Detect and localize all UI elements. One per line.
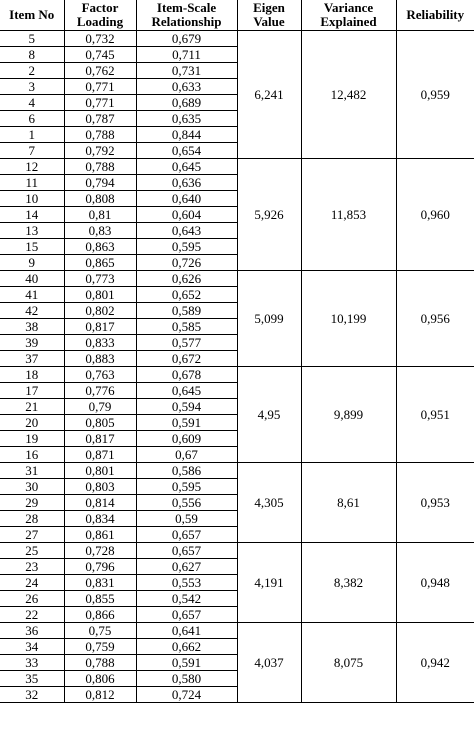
item-number-cell: 19 (0, 431, 64, 447)
factor-loading-cell: 0,83 (64, 223, 136, 239)
item-scale-relationship-cell: 0,635 (136, 111, 237, 127)
item-number-cell: 21 (0, 399, 64, 415)
factor-loading-cell: 0,806 (64, 671, 136, 687)
item-scale-relationship-cell: 0,589 (136, 303, 237, 319)
table-row (0, 367, 474, 383)
factor-loading-cell: 0,865 (64, 255, 136, 271)
item-number-cell: 18 (0, 367, 64, 383)
item-scale-relationship-cell: 0,689 (136, 95, 237, 111)
eigen-value-cell: 5,926 (237, 159, 301, 271)
factor-loading-cell: 0,788 (64, 159, 136, 175)
table-row (0, 543, 474, 559)
factor-loading-cell: 0,763 (64, 367, 136, 383)
item-number-cell: 30 (0, 479, 64, 495)
eigen-value-cell: 4,95 (237, 367, 301, 463)
header-item-scale-relationship: Item-Scale Relationship (136, 0, 237, 31)
item-number-cell: 3 (0, 79, 64, 95)
factor-loading-cell: 0,817 (64, 319, 136, 335)
item-scale-relationship-cell: 0,654 (136, 143, 237, 159)
variance-explained-cell: 8,075 (301, 623, 396, 703)
item-number-cell: 11 (0, 175, 64, 191)
reliability-cell: 0,953 (396, 463, 474, 543)
factor-loading-cell: 0,803 (64, 479, 136, 495)
reliability-cell: 0,956 (396, 271, 474, 367)
table-row (0, 31, 474, 47)
item-scale-relationship-cell: 0,640 (136, 191, 237, 207)
item-scale-relationship-cell: 0,595 (136, 239, 237, 255)
item-scale-relationship-cell: 0,645 (136, 159, 237, 175)
factor-loading-cell: 0,812 (64, 687, 136, 703)
header-item-no: Item No (0, 0, 64, 31)
factor-loading-cell: 0,745 (64, 47, 136, 63)
item-scale-relationship-cell: 0,731 (136, 63, 237, 79)
item-scale-relationship-cell: 0,657 (136, 527, 237, 543)
header-variance-explained: Variance Explained (301, 0, 396, 31)
factor-loading-cell: 0,801 (64, 463, 136, 479)
item-scale-relationship-cell: 0,643 (136, 223, 237, 239)
factor-loading-cell: 0,728 (64, 543, 136, 559)
item-scale-relationship-cell: 0,609 (136, 431, 237, 447)
item-number-cell: 31 (0, 463, 64, 479)
item-number-cell: 28 (0, 511, 64, 527)
item-number-cell: 1 (0, 127, 64, 143)
item-number-cell: 38 (0, 319, 64, 335)
factor-loading-cell: 0,787 (64, 111, 136, 127)
eigen-value-cell: 4,305 (237, 463, 301, 543)
item-scale-relationship-cell: 0,591 (136, 415, 237, 431)
eigen-value-cell: 5,099 (237, 271, 301, 367)
reliability-cell: 0,948 (396, 543, 474, 623)
item-number-cell: 41 (0, 287, 64, 303)
header-reliability: Reliability (396, 0, 474, 31)
item-scale-relationship-cell: 0,679 (136, 31, 237, 47)
item-scale-relationship-cell: 0,633 (136, 79, 237, 95)
header-eigen-value: Eigen Value (237, 0, 301, 31)
factor-loading-cell: 0,79 (64, 399, 136, 415)
item-scale-relationship-cell: 0,657 (136, 543, 237, 559)
item-scale-relationship-cell: 0,577 (136, 335, 237, 351)
factor-loading-cell: 0,81 (64, 207, 136, 223)
item-number-cell: 12 (0, 159, 64, 175)
factor-loading-cell: 0,808 (64, 191, 136, 207)
factor-loading-cell: 0,863 (64, 239, 136, 255)
item-number-cell: 35 (0, 671, 64, 687)
item-number-cell: 4 (0, 95, 64, 111)
item-number-cell: 36 (0, 623, 64, 639)
factor-loading-cell: 0,833 (64, 335, 136, 351)
item-number-cell: 20 (0, 415, 64, 431)
item-scale-relationship-cell: 0,580 (136, 671, 237, 687)
factor-loading-cell: 0,759 (64, 639, 136, 655)
item-number-cell: 7 (0, 143, 64, 159)
item-number-cell: 5 (0, 31, 64, 47)
reliability-cell: 0,960 (396, 159, 474, 271)
factor-loading-cell: 0,762 (64, 63, 136, 79)
item-number-cell: 25 (0, 543, 64, 559)
table-body (0, 31, 474, 703)
factor-loading-cell: 0,792 (64, 143, 136, 159)
item-scale-relationship-cell: 0,657 (136, 607, 237, 623)
factor-loading-cell: 0,801 (64, 287, 136, 303)
item-scale-relationship-cell: 0,591 (136, 655, 237, 671)
reliability-cell: 0,951 (396, 367, 474, 463)
item-number-cell: 15 (0, 239, 64, 255)
item-scale-relationship-cell: 0,59 (136, 511, 237, 527)
item-scale-relationship-cell: 0,595 (136, 479, 237, 495)
factor-loading-cell: 0,834 (64, 511, 136, 527)
item-number-cell: 13 (0, 223, 64, 239)
item-number-cell: 22 (0, 607, 64, 623)
item-scale-relationship-cell: 0,556 (136, 495, 237, 511)
item-number-cell: 39 (0, 335, 64, 351)
item-number-cell: 26 (0, 591, 64, 607)
item-scale-relationship-cell: 0,711 (136, 47, 237, 63)
item-scale-relationship-cell: 0,641 (136, 623, 237, 639)
factor-loading-cell: 0,883 (64, 351, 136, 367)
header-row (0, 0, 474, 31)
item-scale-relationship-cell: 0,594 (136, 399, 237, 415)
item-scale-relationship-cell: 0,585 (136, 319, 237, 335)
factor-loading-cell: 0,802 (64, 303, 136, 319)
item-scale-relationship-cell: 0,627 (136, 559, 237, 575)
factor-loading-cell: 0,788 (64, 655, 136, 671)
item-number-cell: 10 (0, 191, 64, 207)
item-number-cell: 40 (0, 271, 64, 287)
table-row (0, 623, 474, 639)
item-number-cell: 34 (0, 639, 64, 655)
reliability-cell: 0,959 (396, 31, 474, 159)
eigen-value-cell: 6,241 (237, 31, 301, 159)
item-scale-relationship-cell: 0,626 (136, 271, 237, 287)
item-scale-relationship-cell: 0,662 (136, 639, 237, 655)
variance-explained-cell: 8,61 (301, 463, 396, 543)
item-number-cell: 14 (0, 207, 64, 223)
table-row (0, 463, 474, 479)
item-number-cell: 9 (0, 255, 64, 271)
factor-loading-cell: 0,732 (64, 31, 136, 47)
variance-explained-cell: 8,382 (301, 543, 396, 623)
factor-loading-cell: 0,855 (64, 591, 136, 607)
table-row (0, 271, 474, 287)
item-scale-relationship-cell: 0,636 (136, 175, 237, 191)
variance-explained-cell: 10,199 (301, 271, 396, 367)
item-scale-relationship-cell: 0,726 (136, 255, 237, 271)
factor-loading-cell: 0,861 (64, 527, 136, 543)
item-number-cell: 17 (0, 383, 64, 399)
variance-explained-cell: 9,899 (301, 367, 396, 463)
reliability-cell: 0,942 (396, 623, 474, 703)
item-scale-relationship-cell: 0,678 (136, 367, 237, 383)
item-scale-relationship-cell: 0,844 (136, 127, 237, 143)
item-number-cell: 33 (0, 655, 64, 671)
item-number-cell: 23 (0, 559, 64, 575)
factor-loading-cell: 0,773 (64, 271, 136, 287)
factor-loading-cell: 0,831 (64, 575, 136, 591)
variance-explained-cell: 11,853 (301, 159, 396, 271)
factor-loading-cell: 0,771 (64, 95, 136, 111)
item-scale-relationship-cell: 0,724 (136, 687, 237, 703)
item-scale-relationship-cell: 0,652 (136, 287, 237, 303)
factor-loading-cell: 0,871 (64, 447, 136, 463)
item-number-cell: 27 (0, 527, 64, 543)
factor-loading-cell: 0,814 (64, 495, 136, 511)
item-scale-relationship-cell: 0,553 (136, 575, 237, 591)
header-factor-loading: Factor Loading (64, 0, 136, 31)
item-number-cell: 2 (0, 63, 64, 79)
item-number-cell: 24 (0, 575, 64, 591)
item-scale-relationship-cell: 0,586 (136, 463, 237, 479)
item-number-cell: 8 (0, 47, 64, 63)
item-number-cell: 32 (0, 687, 64, 703)
variance-explained-cell: 12,482 (301, 31, 396, 159)
eigen-value-cell: 4,037 (237, 623, 301, 703)
item-number-cell: 37 (0, 351, 64, 367)
factor-loading-cell: 0,796 (64, 559, 136, 575)
item-scale-relationship-cell: 0,672 (136, 351, 237, 367)
factor-loading-cell: 0,866 (64, 607, 136, 623)
factor-loading-cell: 0,771 (64, 79, 136, 95)
item-scale-relationship-cell: 0,645 (136, 383, 237, 399)
factor-loading-cell: 0,817 (64, 431, 136, 447)
item-scale-relationship-cell: 0,604 (136, 207, 237, 223)
item-number-cell: 6 (0, 111, 64, 127)
item-number-cell: 42 (0, 303, 64, 319)
factor-loading-cell: 0,794 (64, 175, 136, 191)
item-scale-relationship-cell: 0,67 (136, 447, 237, 463)
item-number-cell: 29 (0, 495, 64, 511)
eigen-value-cell: 4,191 (237, 543, 301, 623)
factor-loading-cell: 0,75 (64, 623, 136, 639)
factor-loading-cell: 0,805 (64, 415, 136, 431)
table-row (0, 159, 474, 175)
factor-loading-cell: 0,788 (64, 127, 136, 143)
item-scale-relationship-cell: 0,542 (136, 591, 237, 607)
factor-loading-cell: 0,776 (64, 383, 136, 399)
item-number-cell: 16 (0, 447, 64, 463)
